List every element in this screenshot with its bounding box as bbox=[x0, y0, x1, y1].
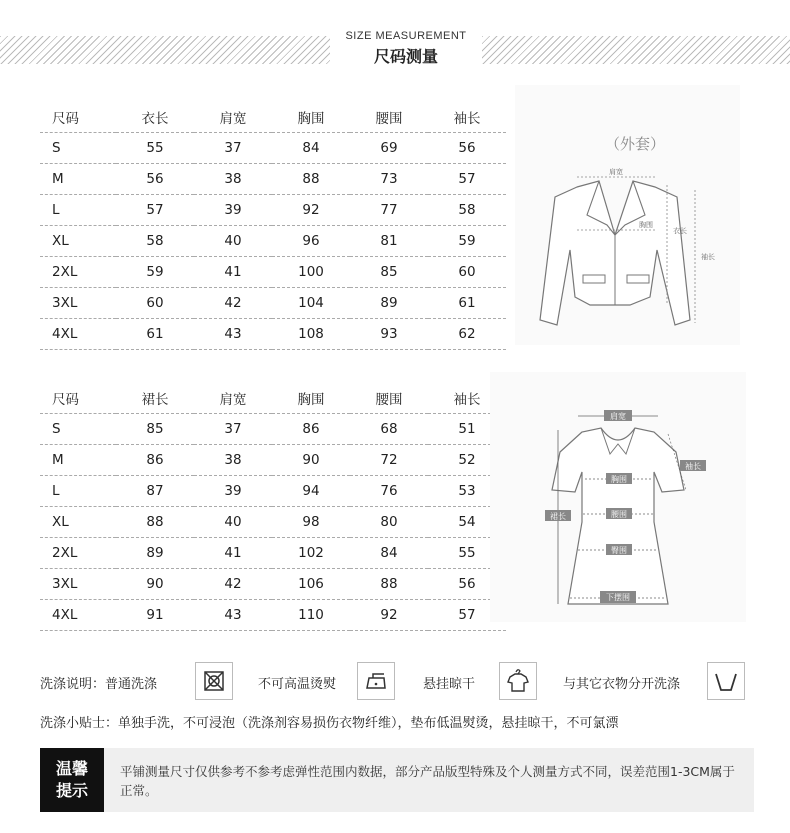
table-cell: 2XL bbox=[40, 257, 116, 288]
notice-box bbox=[40, 748, 754, 812]
iron-icon bbox=[357, 662, 395, 700]
table-header-cell: 尺码 bbox=[40, 102, 116, 133]
table-header-cell: 腰围 bbox=[350, 383, 428, 414]
table-cell: 3XL bbox=[40, 569, 116, 600]
table-cell: 4XL bbox=[40, 600, 116, 631]
table-cell: 39 bbox=[194, 195, 272, 226]
wash-separately-label: 与其它衣物分开洗涤 bbox=[563, 677, 681, 692]
table-cell: 4XL bbox=[40, 319, 116, 350]
dress-size-table bbox=[40, 383, 506, 631]
header-hatch-left bbox=[0, 36, 330, 64]
table-cell: S bbox=[40, 414, 116, 445]
table-cell: 57 bbox=[428, 164, 506, 195]
header-hatch-right bbox=[482, 36, 790, 64]
table-cell: 42 bbox=[194, 569, 272, 600]
table-cell: 96 bbox=[272, 226, 350, 257]
table-cell: 60 bbox=[116, 288, 194, 319]
table-cell: 3XL bbox=[40, 288, 116, 319]
table-cell: 61 bbox=[428, 288, 506, 319]
table-cell: L bbox=[40, 195, 116, 226]
table-cell: M bbox=[40, 164, 116, 195]
table-cell: 86 bbox=[116, 445, 194, 476]
table-cell: 77 bbox=[350, 195, 428, 226]
notice-tag-line1: 温馨 bbox=[55, 759, 88, 778]
table-cell: 91 bbox=[116, 600, 194, 631]
table-cell: 60 bbox=[428, 257, 506, 288]
hang-dry-icon bbox=[499, 662, 537, 700]
notice-tag bbox=[40, 748, 104, 812]
table-cell: 40 bbox=[194, 507, 272, 538]
table-cell: 51 bbox=[428, 414, 506, 445]
table-cell: 88 bbox=[116, 507, 194, 538]
table-cell: XL bbox=[40, 507, 116, 538]
table-cell: 69 bbox=[350, 133, 428, 164]
table-cell: 102 bbox=[272, 538, 350, 569]
table-cell: 84 bbox=[272, 133, 350, 164]
jacket-shoulder-label: 肩宽 bbox=[609, 168, 623, 176]
table-row bbox=[40, 319, 506, 350]
table-cell: 40 bbox=[194, 226, 272, 257]
table-cell: 43 bbox=[194, 600, 272, 631]
dress-shoulder-label: 肩宽 bbox=[610, 412, 626, 421]
table-cell: 53 bbox=[428, 476, 506, 507]
jacket-measurement-diagram bbox=[515, 85, 740, 345]
table-header-cell: 胸围 bbox=[272, 383, 350, 414]
table-cell: 42 bbox=[194, 288, 272, 319]
table-cell: M bbox=[40, 445, 116, 476]
table-cell: 93 bbox=[350, 319, 428, 350]
no-high-temp-iron-label: 不可高温烫熨 bbox=[258, 677, 337, 692]
table-row bbox=[40, 538, 506, 569]
table-cell: 90 bbox=[272, 445, 350, 476]
table-cell: 88 bbox=[272, 164, 350, 195]
table-cell: 76 bbox=[350, 476, 428, 507]
table-cell: 81 bbox=[350, 226, 428, 257]
dress-waist-label: 腰围 bbox=[611, 510, 627, 519]
table-cell: 57 bbox=[428, 600, 506, 631]
dress-chest-label: 胸围 bbox=[611, 475, 627, 484]
table-cell: 58 bbox=[428, 195, 506, 226]
table-cell: 56 bbox=[116, 164, 194, 195]
table-header-cell: 袖长 bbox=[428, 383, 506, 414]
table-cell: 92 bbox=[272, 195, 350, 226]
table-cell: 88 bbox=[350, 569, 428, 600]
table-row bbox=[40, 507, 506, 538]
table-cell: 62 bbox=[428, 319, 506, 350]
table-cell: 55 bbox=[428, 538, 506, 569]
table-cell: 61 bbox=[116, 319, 194, 350]
table-cell: 57 bbox=[116, 195, 194, 226]
table-header-row bbox=[40, 102, 506, 133]
table-cell: 59 bbox=[428, 226, 506, 257]
table-row bbox=[40, 476, 506, 507]
washing-tips: 洗涤小贴士：单独手洗，不可浸泡（洗涤剂容易损伤衣物纤维），垫布低温熨烫，悬挂晾干，不可氯漂 bbox=[40, 716, 619, 731]
table-cell: 41 bbox=[194, 538, 272, 569]
table-cell: 108 bbox=[272, 319, 350, 350]
header-chinese: 尺码测量 bbox=[373, 47, 438, 66]
table-row bbox=[40, 257, 506, 288]
table-cell: 58 bbox=[116, 226, 194, 257]
table-header-cell: 胸围 bbox=[272, 102, 350, 133]
table-cell: XL bbox=[40, 226, 116, 257]
table-cell: 54 bbox=[428, 507, 506, 538]
table-row bbox=[40, 226, 506, 257]
table-cell: 104 bbox=[272, 288, 350, 319]
table-cell: 87 bbox=[116, 476, 194, 507]
table-cell: 52 bbox=[428, 445, 506, 476]
table-cell: 38 bbox=[194, 445, 272, 476]
table-cell: 85 bbox=[116, 414, 194, 445]
table-header-row bbox=[40, 383, 506, 414]
dress-length-label: 裙长 bbox=[550, 512, 566, 521]
table-cell: 90 bbox=[116, 569, 194, 600]
table-cell: S bbox=[40, 133, 116, 164]
section-header bbox=[330, 30, 482, 67]
table-row bbox=[40, 164, 506, 195]
table-row bbox=[40, 288, 506, 319]
table-cell: 86 bbox=[272, 414, 350, 445]
table-cell: 92 bbox=[350, 600, 428, 631]
jacket-length-label: 衣长 bbox=[673, 227, 687, 235]
table-cell: 89 bbox=[116, 538, 194, 569]
table-cell: 56 bbox=[428, 133, 506, 164]
table-cell: 41 bbox=[194, 257, 272, 288]
table-row bbox=[40, 569, 506, 600]
table-header-cell: 裙长 bbox=[116, 383, 194, 414]
table-cell: 106 bbox=[272, 569, 350, 600]
table-cell: L bbox=[40, 476, 116, 507]
table-header-cell: 袖长 bbox=[428, 102, 506, 133]
table-cell: 56 bbox=[428, 569, 506, 600]
table-cell: 98 bbox=[272, 507, 350, 538]
hang-dry-label: 悬挂晾干 bbox=[423, 677, 476, 692]
table-header-cell: 肩宽 bbox=[194, 383, 272, 414]
wash-instruction: 洗涤说明：普通洗涤 bbox=[40, 677, 158, 692]
jacket-chest-label: 胸围 bbox=[639, 221, 653, 229]
notice-tag-line2: 提示 bbox=[55, 781, 88, 800]
basin-icon bbox=[707, 662, 745, 700]
table-header-cell: 肩宽 bbox=[194, 102, 272, 133]
table-cell: 38 bbox=[194, 164, 272, 195]
header-english: SIZE MEASUREMENT bbox=[345, 30, 467, 42]
table-cell: 43 bbox=[194, 319, 272, 350]
table-cell: 37 bbox=[194, 414, 272, 445]
table-cell: 84 bbox=[350, 538, 428, 569]
table-row bbox=[40, 445, 506, 476]
table-cell: 55 bbox=[116, 133, 194, 164]
dress-hem-label: 下摆围 bbox=[606, 593, 630, 602]
table-cell: 100 bbox=[272, 257, 350, 288]
table-cell: 39 bbox=[194, 476, 272, 507]
table-cell: 110 bbox=[272, 600, 350, 631]
dress-measurement-diagram bbox=[490, 372, 746, 622]
dress-hip-label: 臀围 bbox=[611, 546, 627, 555]
table-cell: 94 bbox=[272, 476, 350, 507]
table-cell: 89 bbox=[350, 288, 428, 319]
wash-icon bbox=[195, 662, 233, 700]
dress-sleeve-label: 袖长 bbox=[685, 462, 701, 471]
table-cell: 37 bbox=[194, 133, 272, 164]
jacket-size-table bbox=[40, 102, 506, 350]
table-row bbox=[40, 600, 506, 631]
table-header-cell: 腰围 bbox=[350, 102, 428, 133]
table-header-cell: 衣长 bbox=[116, 102, 194, 133]
notice-text: 平铺测量尺寸仅供参考不参考虑弹性范围内数据，部分产品版型特殊及个人测量方式不同，误差范围1-3CM属于正常。 bbox=[120, 764, 735, 798]
table-cell: 59 bbox=[116, 257, 194, 288]
table-cell: 73 bbox=[350, 164, 428, 195]
table-header-cell: 尺码 bbox=[40, 383, 116, 414]
table-cell: 2XL bbox=[40, 538, 116, 569]
table-cell: 72 bbox=[350, 445, 428, 476]
table-cell: 85 bbox=[350, 257, 428, 288]
table-row bbox=[40, 195, 506, 226]
jacket-sleeve-label: 袖长 bbox=[701, 253, 715, 261]
table-row bbox=[40, 133, 506, 164]
table-cell: 68 bbox=[350, 414, 428, 445]
jacket-figure-title: （外套） bbox=[604, 135, 666, 153]
table-cell: 80 bbox=[350, 507, 428, 538]
table-row bbox=[40, 414, 506, 445]
